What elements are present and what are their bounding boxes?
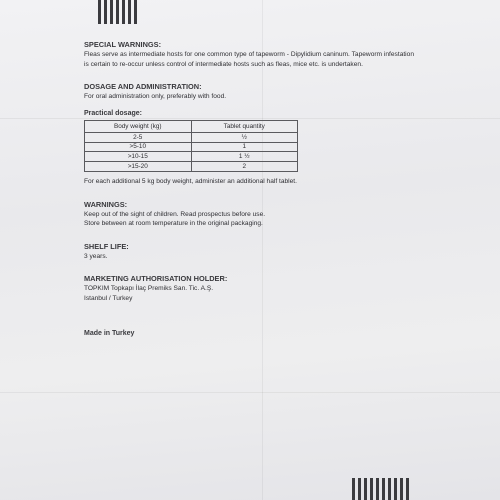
shelf-life-heading: SHELF LIFE: [84,241,129,251]
table-header-row [85,120,298,132]
warnings-line: Store between at room temperature in the original packaging. [84,220,263,228]
tablet-quantity-cell: 2 [191,162,298,172]
body-weight-cell: 2-5 [85,132,192,142]
practical-dosage-label: Practical dosage: [84,109,142,117]
table-row [85,132,298,142]
shelf-life-text: 3 years. [84,252,108,260]
warnings-section [84,200,414,229]
body-weight-cell: >15-20 [85,162,192,172]
holder-company: TOPKIM Topkapı İlaç Premiks San. Tic. A.Ş. [84,285,214,293]
holder-heading: MARKETING AUTHORISATION HOLDER: [84,274,228,284]
barcode-icon [352,478,409,500]
tablet-quantity-cell: ½ [191,132,298,142]
body-weight-cell: >5-10 [85,142,192,152]
special-warnings-text: Fleas serve as intermediate hosts for one common type of tapeworm - Dipylidium caninum. Tapeworm infestation is certain to re-occur unless control of intermediate hosts such as fleas, mice etc. is undertaken. [84,51,414,68]
dosage-section [84,82,414,102]
dosage-note: For each additional 5 kg body weight, administer an additional half tablet. [84,177,297,185]
warnings-heading: WARNINGS: [84,199,128,209]
warnings-line: Keep out of the sight of children. Read prospectus before use. [84,210,266,218]
tablet-quantity-cell: 1 ½ [191,152,298,162]
barcode-icon [98,0,137,24]
table-row [85,142,298,152]
practical-dosage-section [84,110,414,187]
holder-section [84,274,414,303]
dosage-text: For oral administration only, preferably with food. [84,93,227,101]
paper-crease [0,392,500,393]
special-warnings-section [84,40,414,69]
made-in-label: Made in Turkey [84,329,135,337]
holder-location: Istanbul / Turkey [84,294,133,302]
dosage-table [84,120,298,172]
tablet-quantity-cell: 1 [191,142,298,152]
special-warnings-heading: SPECIAL WARNINGS: [84,40,162,49]
leaflet-content [84,40,414,337]
table-row [85,152,298,162]
column-header: Body weight (kg) [85,120,192,132]
dosage-heading: DOSAGE AND ADMINISTRATION: [84,82,202,92]
body-weight-cell: >10-15 [85,152,192,162]
table-row [85,162,298,172]
column-header: Tablet quantity [191,120,298,132]
shelf-life-section [84,242,414,262]
